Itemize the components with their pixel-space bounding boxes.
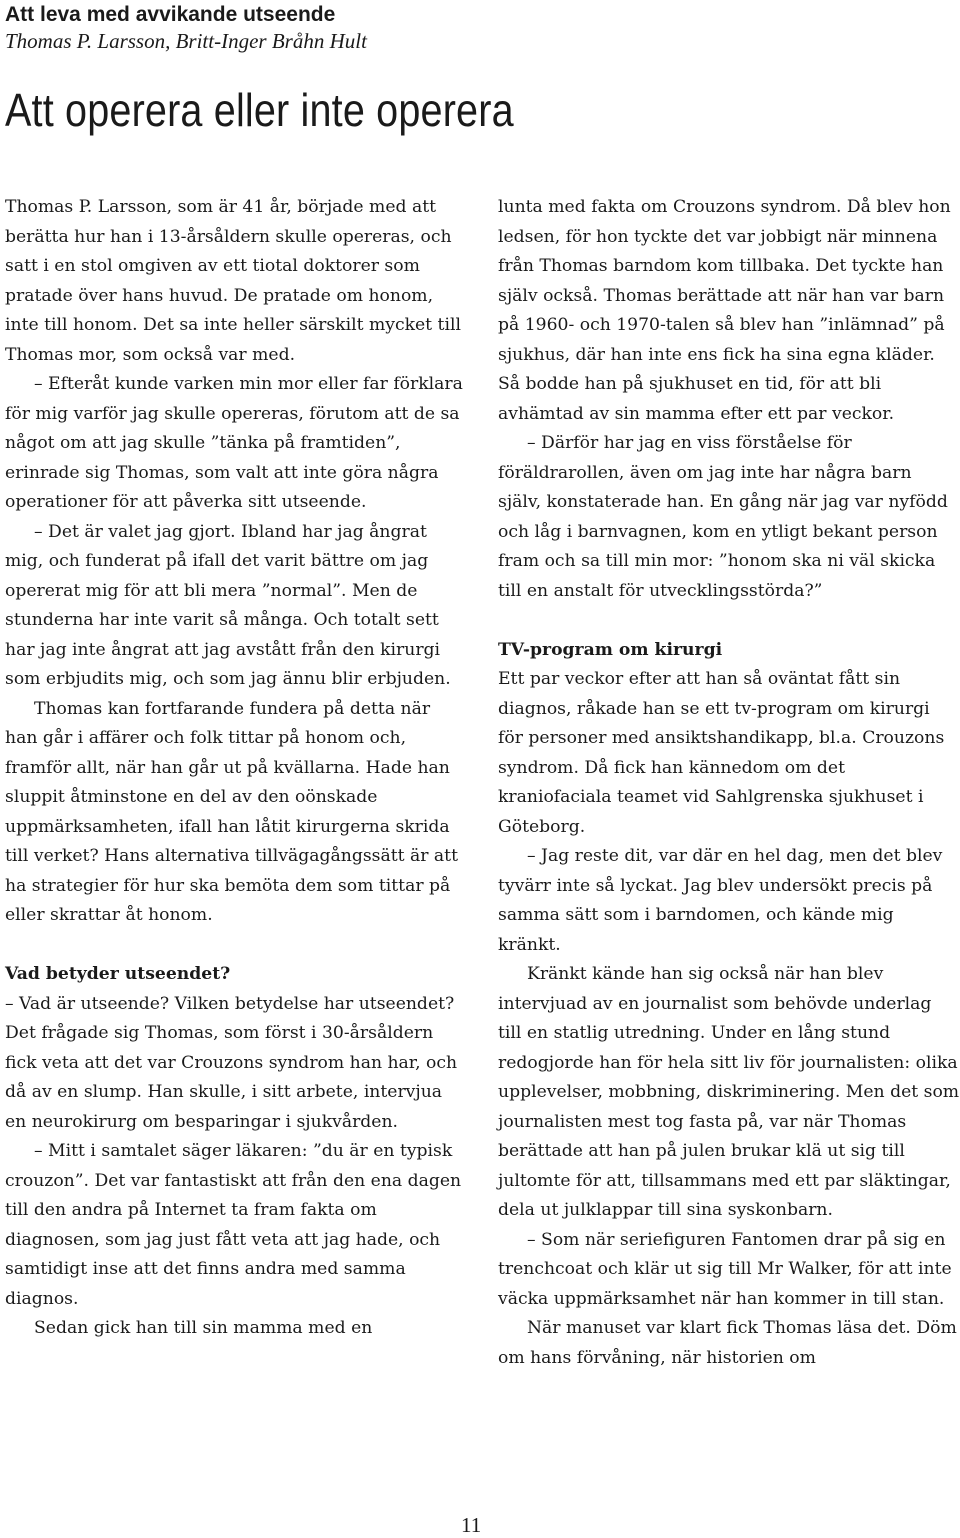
paragraph: När manuset var klart fick Thomas läsa det. Döm om hans förvåning, när historien om [498,1318,957,1368]
section-heading: Vad betyder utseendet? [5,964,231,984]
book-authors: Thomas P. Larsson, Britt-Inger Bråhn Hult [5,29,367,53]
running-header [5,2,905,54]
chapter-title: Att operera eller inte operera [5,84,514,136]
paragraph: – Det är valet jag gjort. Ibland har jag ångrat mig, och funderat på ifall det varit bättre om jag opererat mig för att bli mera ”normal”. Men de stunderna har inte varit så många. Och totalt sett har jag inte ångrat att jag avstått från den kirurgi som erbjudits mig, och som jag ännu blir erbjuden. [5,521,451,689]
paragraph: – Mitt i samtalet säger läkaren: ”du är en typisk crouzon”. Det var fantastiskt att från den ena dagen till den andra på Internet ta fram fakta om diagnosen, som jag just fått veta att jag hade, och samtidigt inse att det finns andra med samma diagnos. [5,1141,462,1309]
paragraph: – Som när seriefiguren Fantomen drar på sig en trenchcoat och klär ut sig till Mr Walker, för att inte väcka uppmärksamhet när han kommer in till stan. [498,1229,952,1309]
section-heading: TV-program om kirurgi [498,639,723,660]
paragraph: – Efteråt kunde varken min mor eller far förklara för mig varför jag skulle opereras, förutom att de sa något om att jag skulle ”tänka på framtiden”, erinrade sig Thomas, som valt att inte göra några operationer för att påverka sitt utseende. [5,374,463,512]
right-column [498,193,960,1373]
paragraph: lunta med fakta om Crouzons syndrom. Då blev hon ledsen, för hon tyckte det var jobbigt när minnena från Thomas barndom kom tillbaka. Det tyckte han själv också. Thomas berättade att när han var barn på 1960- och 1970-talen så blev han ”inlämnad” på sjukhus, där han inte ens fick ha sina egna kläder. Så bodde han på sjukhuset en tid, för att bli avhämtad av sin mamma efter ett par veckor. [498,197,951,424]
paragraph: – Därför har jag en viss förståelse för föräldrarollen, även om jag inte har några barn själv, konstaterade han. En gång när jag var nyfödd och låg i barnvagnen, kom en ytligt bekant person fram och sa till min mor: ”honom ska ni väl skicka till en anstalt för utvecklingsstörda?” [498,433,948,601]
page-number: 11 [461,1513,482,1537]
paragraph: Thomas kan fortfarande fundera på detta när han går i affärer och folk tittar på honom och, framför allt, när han går ut på kvällarna. Hade han sluppit åtminstone en del av den oönskade uppmärksamheten, ifall han låtit kirurgerna skrida till verket? Hans alternativa tillvägagångssätt är att ha strategier för hur ska bemöta dem som tittar på eller skrattar åt honom. [5,698,458,925]
paragraph: – Vad är utseende? Vilken betydelse har utseendet? Det frågade sig Thomas, som först i 30-årsåldern fick veta att det var Crouzons syndrom han har, och då av en slump. Han skulle, i sitt arbete, intervjua en neurokirurg om besparingar i sjukvården. [5,993,458,1132]
book-title: Att leva med avvikande utseende [5,3,336,26]
paragraph: – Jag reste dit, var där en hel dag, men det blev tyvärr inte så lyckat. Jag blev undersökt precis på samma sätt som i barndomen, och kände mig kränkt. [498,846,943,955]
paragraph: Kränkt kände han sig också när han blev intervjuad av en journalist som behövde underlag till en statlig utredning. Under en lång stund redogjorde han för hela sitt liv för journalisten: olika upplevelser, mobbning, diskriminering. Men det som journalisten mest tog fasta på, var när Thomas berättade att han på julen brukar klä ut sig till jultomte för att, tillsammans med ett par släktingar, dela ut julklappar till sina syskonbarn. [498,964,960,1220]
paragraph: Sedan gick han till sin mamma med en [34,1318,373,1338]
paragraph: Ett par veckor efter att han så oväntat fått sin diagnos, råkade han se ett tv-program om kirurgi för personer med ansiktshandikapp, bl.a. Crouzons syndrom. Då fick han kännedom om det kraniofaciala teamet vid Sahlgrenska sjukhuset i Göteborg. [498,669,945,837]
left-column [5,193,467,1344]
paragraph: Thomas P. Larsson, som är 41 år, började med att berätta hur han i 13-årsåldern skulle opereras, och satt i en stol omgiven av ett tiotal doktorer som pratade över hans huvud. De pratade om honom, inte till honom. Det sa inte heller särskilt mycket till Thomas mor, som också var med. [5,197,461,365]
